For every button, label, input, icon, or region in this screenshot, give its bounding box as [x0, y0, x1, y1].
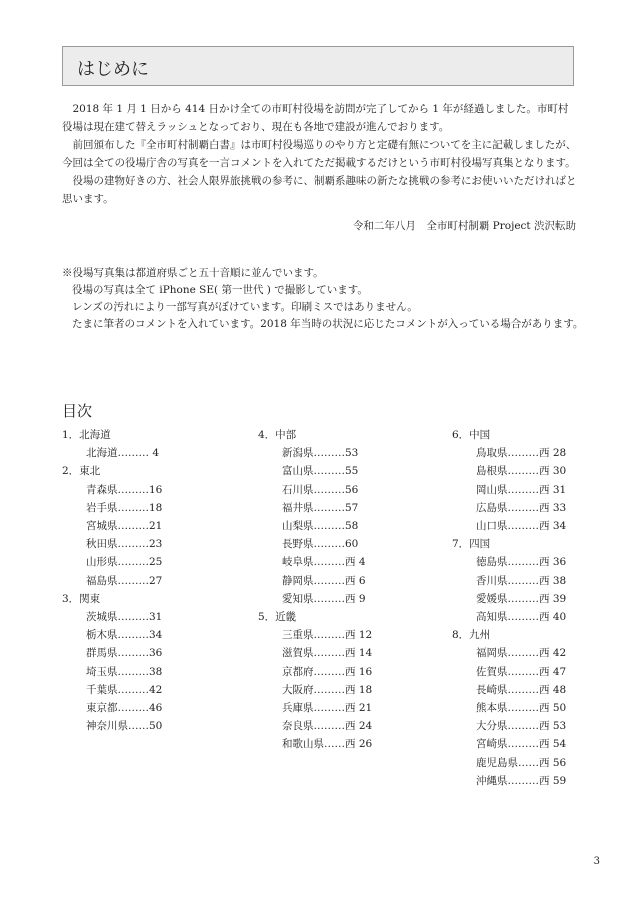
toc-region-heading: 3．関東 [62, 592, 101, 605]
toc-entry[interactable]: 三重県………西 12 [282, 629, 373, 642]
toc-entry[interactable]: 滋賀県………西 14 [282, 647, 373, 660]
toc-entry[interactable]: 宮城県………21 [86, 520, 163, 533]
toc-column [62, 426, 162, 735]
toc-entry[interactable]: 岡山県………西 31 [476, 483, 567, 496]
toc-column [452, 426, 566, 790]
toc-entry[interactable]: 埼玉県………38 [86, 665, 163, 678]
toc-entry[interactable]: 福井県………57 [282, 501, 359, 514]
toc-entry[interactable]: 東京都………46 [86, 702, 163, 715]
toc-region-heading: 4．中部 [258, 429, 297, 441]
toc-entry[interactable]: 岐阜県………西 4 [282, 556, 366, 569]
toc-entry[interactable]: 熊本県………西 50 [476, 702, 567, 715]
toc-entry[interactable]: 北海道……… 4 [86, 447, 160, 460]
toc-entry[interactable]: 愛媛県………西 39 [476, 592, 567, 605]
toc-entry[interactable]: 石川県………56 [282, 483, 359, 496]
toc-entry[interactable]: 和歌山県……西 26 [282, 738, 373, 751]
intro-paragraph: 役場の建物好きの方、社会人限界旅挑戦の参考に、制覇系趣味の新たな挑戦の参考にお使いいただければと思います。 [62, 175, 577, 205]
toc-region-heading: 7．四国 [452, 538, 491, 551]
toc-entry[interactable]: 青森県………16 [86, 483, 163, 496]
note-line: レンズの汚れにより一部写真がぼけています。印刷ミスではありません。 [72, 301, 418, 313]
toc-entry[interactable]: 大分県………西 53 [476, 720, 567, 733]
notes [62, 265, 583, 333]
toc-entry[interactable]: 福島県………27 [86, 574, 163, 587]
toc-entry[interactable]: 山口県………西 34 [476, 520, 567, 533]
note-line: 役場の写真は全て iPhone SE( 第一世代 ) で撮影しています。 [72, 284, 368, 296]
toc-region-heading: 6．中国 [452, 429, 491, 441]
section-header-box [62, 46, 574, 86]
toc-entry[interactable]: 秋田県………23 [86, 538, 163, 551]
toc-entry[interactable]: 静岡県………西 6 [282, 574, 366, 587]
toc-entry[interactable]: 徳島県………西 36 [476, 556, 567, 569]
intro-paragraph: 2018 年 1 月 1 日から 414 日かけ全ての市町村役場を訪問が完了してから 1 年が経過しました。市町村役場は現在建て替えラッシュとなっており、現在も各地で建設が進んでおります。 [62, 103, 569, 133]
toc-entry[interactable]: 佐賀県………西 47 [476, 665, 567, 678]
toc-entry[interactable]: 富山県………55 [282, 465, 359, 478]
toc-entry[interactable]: 香川県………西 38 [476, 574, 567, 587]
toc-entry[interactable]: 島根県………西 30 [476, 465, 567, 478]
toc-region-heading: 5．近畿 [258, 611, 297, 624]
toc-title: 目次 [62, 402, 93, 420]
toc-entry[interactable]: 長野県………60 [282, 538, 359, 551]
toc-entry[interactable]: 沖縄県………西 59 [476, 774, 567, 787]
note-line: たまに筆者のコメントを入れています。2018 年当時の状況に応じたコメントが入っている場合があります。 [72, 318, 584, 330]
toc-region-heading: 8．九州 [452, 629, 491, 642]
toc-region-heading: 2．東北 [62, 465, 101, 478]
toc-entry[interactable]: 大阪府………西 18 [282, 683, 373, 696]
toc-entry[interactable]: 新潟県………53 [282, 447, 359, 460]
page-number: 3 [593, 856, 600, 867]
intro-text [62, 100, 578, 208]
toc-entry[interactable]: 茨城県………31 [86, 611, 163, 624]
toc-column [258, 426, 372, 754]
toc-region-heading: 1．北海道 [62, 429, 111, 441]
toc-entry[interactable]: 山形県………25 [86, 556, 163, 569]
note-line: ※役場写真集は都道府県ごと五十音順に並んでいます。 [62, 267, 324, 279]
toc-entry[interactable]: 鹿児島県……西 56 [476, 756, 567, 769]
toc-entry[interactable]: 愛知県………西 9 [282, 592, 366, 605]
toc-entry[interactable]: 鳥取県………西 28 [476, 447, 567, 460]
toc-entry[interactable]: 宮崎県………西 54 [476, 738, 567, 751]
toc-entry[interactable]: 群馬県………36 [86, 647, 163, 660]
section-title: はじめに [77, 59, 149, 80]
toc-entry[interactable]: 福岡県………西 42 [476, 647, 567, 660]
toc-entry[interactable]: 神奈川県……50 [86, 720, 163, 733]
toc-entry[interactable]: 千葉県………42 [86, 683, 163, 696]
toc-entry[interactable]: 岩手県………18 [86, 501, 163, 514]
signature: 令和二年八月 全市町村制覇 Project 渋沢転助 [352, 220, 576, 232]
toc-entry[interactable]: 山梨県………58 [282, 520, 359, 533]
toc-entry[interactable]: 広島県………西 33 [476, 501, 567, 514]
toc-entry[interactable]: 栃木県………34 [86, 629, 163, 642]
toc-entry[interactable]: 京都府………西 16 [282, 665, 373, 678]
toc-entry[interactable]: 奈良県………西 24 [282, 720, 373, 733]
toc-entry[interactable]: 兵庫県………西 21 [282, 702, 373, 715]
toc-entry[interactable]: 高知県………西 40 [476, 611, 567, 624]
toc-entry[interactable]: 長崎県………西 48 [476, 683, 567, 696]
intro-paragraph: 前回頒布した『全市町村制覇白書』は市町村役場巡りのやり方と定礎有無についてを主に記載しましたが、今回は全ての役場庁舎の写真を一言コメントを入れてただ掲載するだけという市町村役場写真集となります。 [62, 139, 577, 169]
